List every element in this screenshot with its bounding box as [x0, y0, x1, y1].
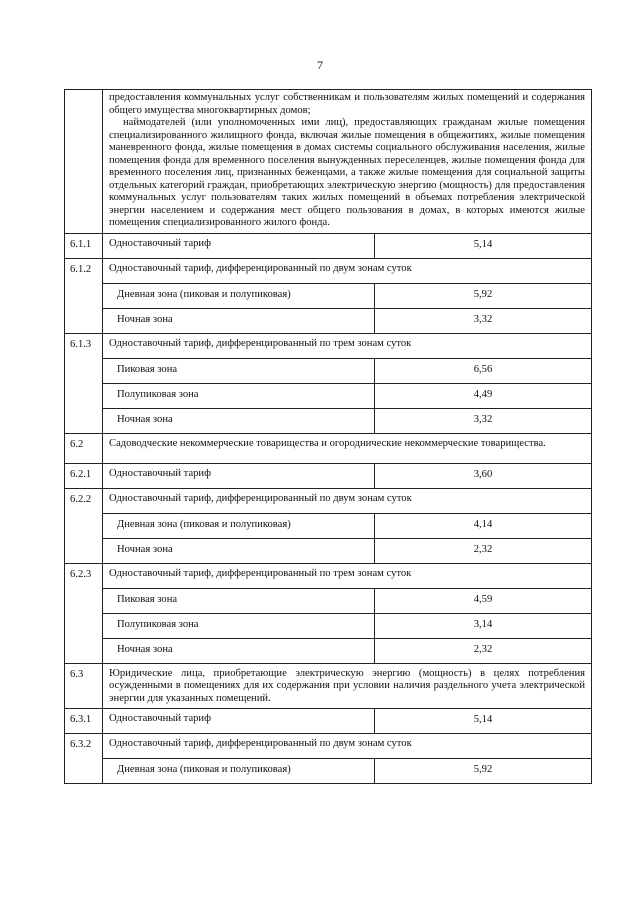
table-row	[65, 463, 592, 488]
table-row	[65, 538, 592, 563]
zone-name: Ночная зона	[103, 638, 375, 663]
table-row	[65, 433, 592, 463]
zone-name: Пиковая зона	[103, 588, 375, 613]
category-description: Садоводческие некоммерческие товарищества и огороднические некоммерческие товарищества.	[103, 433, 592, 463]
page-number: 7	[317, 58, 323, 72]
zone-name: Ночная зона	[103, 308, 375, 333]
table-row	[65, 258, 592, 283]
tariff-value: 3,32	[375, 408, 592, 433]
tariff-group-title: Одноставочный тариф, дифференцированный по трем зонам суток	[103, 333, 592, 358]
row-code: 6.1.1	[65, 233, 103, 258]
tariff-value: 5,92	[375, 759, 592, 784]
tariff-value: 4,14	[375, 513, 592, 538]
tariff-value: 2,32	[375, 638, 592, 663]
zone-name: Дневная зона (пиковая и полупиковая)	[103, 513, 375, 538]
row-code: 6.2.1	[65, 463, 103, 488]
table-row	[65, 90, 592, 234]
intro-paragraph: наймодателей (или уполномоченных ими лиц), предоставляющих гражданам жилые помещения специализированного жилищного фонда, включая жилые помещения в общежитиях, жилые помещения маневренного фонда, жилые помещения в домах системы социального обслуживания населения, жилые помещения фонда для временного поселения вынужденных переселенцев, жилые помещения фонда для временного поселения лиц, признанных беженцами, а также жилые помещения для социальной защиты отдельных категорий граждан, приобретающих электрическую энергию (мощность) для предоставления коммунальных услуг пользователям таких жилых помещений в объемах потребления электрической энергии населением и содержания мест общего пользования в домах, в которых имеются жилые помещения специализированного жилого фонда.	[109, 117, 585, 228]
row-code: 6.2.3	[65, 563, 103, 663]
row-code: 6.1.3	[65, 333, 103, 433]
table-row	[65, 513, 592, 538]
tariff-table	[64, 89, 592, 784]
tariff-group-title: Одноставочный тариф, дифференцированный по двум зонам суток	[103, 734, 592, 759]
tariff-value: 6,56	[375, 358, 592, 383]
table-row	[65, 588, 592, 613]
tariff-group-title: Одноставочный тариф, дифференцированный по двум зонам суток	[103, 488, 592, 513]
table-row	[65, 663, 592, 709]
tariff-group-title: Одноставочный тариф, дифференцированный по трем зонам суток	[103, 563, 592, 588]
tariff-group-title: Одноставочный тариф, дифференцированный по двум зонам суток	[103, 258, 592, 283]
zone-name: Пиковая зона	[103, 358, 375, 383]
tariff-value: 5,92	[375, 283, 592, 308]
row-code: 6.2	[65, 433, 103, 463]
table-row	[65, 408, 592, 433]
row-code: 6.3.2	[65, 734, 103, 784]
tariff-value: 4,59	[375, 588, 592, 613]
table-row	[65, 709, 592, 734]
table-row	[65, 383, 592, 408]
table-row	[65, 734, 592, 759]
tariff-value: 5,14	[375, 709, 592, 734]
table-row	[65, 283, 592, 308]
tariff-name: Одноставочный тариф	[103, 463, 375, 488]
tariff-value: 4,49	[375, 383, 592, 408]
zone-name: Ночная зона	[103, 538, 375, 563]
zone-name: Полупиковая зона	[103, 613, 375, 638]
table-row	[65, 333, 592, 358]
tariff-value: 5,14	[375, 233, 592, 258]
intro-paragraph: предоставления коммунальных услуг собственникам и пользователям жилых помещений и содержания общего имущества многоквартирных домов;	[109, 92, 585, 116]
tariff-value: 3,60	[375, 463, 592, 488]
zone-name: Полупиковая зона	[103, 383, 375, 408]
table-row	[65, 308, 592, 333]
table-row	[65, 563, 592, 588]
row-code: 6.3	[65, 663, 103, 709]
row-code: 6.1.2	[65, 258, 103, 333]
tariff-value: 3,14	[375, 613, 592, 638]
table-row	[65, 233, 592, 258]
table-row	[65, 638, 592, 663]
row-code	[65, 90, 103, 234]
tariff-value: 3,32	[375, 308, 592, 333]
category-description: Юридические лица, приобретающие электрическую энергию (мощность) в целях потребления осужденными в помещениях для их содержания при условии наличия раздельного учета электрической энергии для указанных помещений.	[103, 663, 592, 709]
zone-name: Дневная зона (пиковая и полупиковая)	[103, 759, 375, 784]
row-code: 6.3.1	[65, 709, 103, 734]
table-row	[65, 488, 592, 513]
intro-text	[103, 90, 592, 234]
zone-name: Дневная зона (пиковая и полупиковая)	[103, 283, 375, 308]
zone-name: Ночная зона	[103, 408, 375, 433]
tariff-value: 2,32	[375, 538, 592, 563]
tariff-name: Одноставочный тариф	[103, 233, 375, 258]
tariff-name: Одноставочный тариф	[103, 709, 375, 734]
table-row	[65, 613, 592, 638]
table-row	[65, 358, 592, 383]
row-code: 6.2.2	[65, 488, 103, 563]
table-row	[65, 759, 592, 784]
